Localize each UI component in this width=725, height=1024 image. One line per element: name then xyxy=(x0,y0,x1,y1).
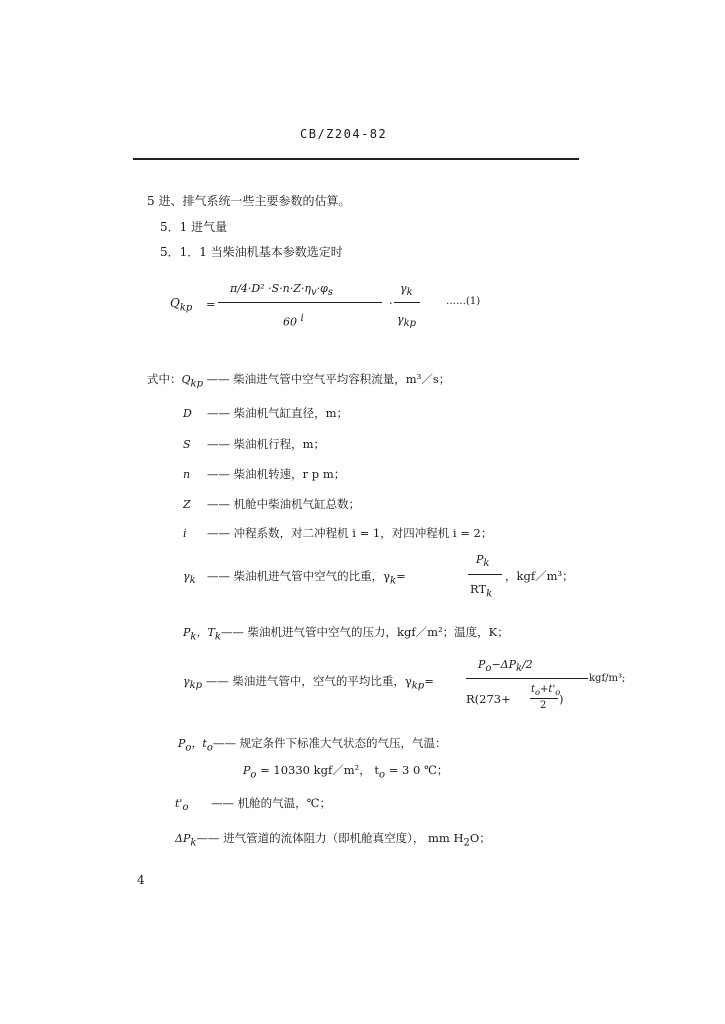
page-number: 4 xyxy=(137,873,145,887)
gamma-k-fraction-den: $RT_k$ xyxy=(470,582,493,600)
gamma-k-unit: ，kgf／m³； xyxy=(505,569,574,583)
formula-gamma-num: $\gamma_k$ xyxy=(400,282,413,299)
definition-t0-prime: $t'_o$ —— 机舱的气温，℃； xyxy=(175,796,332,814)
formula-gamma-fraction-line xyxy=(394,302,420,303)
header-rule xyxy=(133,158,579,160)
definition-qkp: 式中：$Q_{kp}$ —— 柴油进气管中空气平均容积流量，m³／s； xyxy=(147,372,451,390)
definition-delta-pk: $\Delta P_k——$ 进气管道的流体阻力（即机舱真空度）， mm $H_2O$； xyxy=(175,831,491,849)
definition-p0-t0: $P_o$，$t_o——$ 规定条件下标准大气状态的气压，气温： xyxy=(178,736,447,754)
section-5-1-1-heading: 5．1．1 当柴油机基本参数选定时 xyxy=(160,245,343,259)
definition-gamma-kp: $\gamma_{kp}$ —— 柴油进气管中，空气的平均比重，$\gamma_{kp}=$ xyxy=(183,674,434,692)
formula-gamma-den: $\gamma_{kp}$ xyxy=(397,313,417,330)
gamma-kp-fraction-line xyxy=(466,678,588,679)
section-5-1-heading: 5．1 进气量 xyxy=(160,220,228,234)
definition-d: D —— 柴油机气缸直径，m； xyxy=(183,406,349,420)
gamma-kp-unit: kgf/m³; xyxy=(589,673,626,684)
definition-n: n —— 柴油机转速，r p m； xyxy=(183,467,346,481)
gamma-kp-fraction-den: R(273+ xyxy=(466,692,511,706)
formula-main-fraction-line xyxy=(218,302,382,303)
definition-pk-tk: $P_k$，$T_k——$ 柴油机进气管中空气的压力，kgf／m²；温度，K； xyxy=(183,625,509,643)
formula-eq: = xyxy=(206,297,216,311)
definition-s: S —— 柴油机行程，m； xyxy=(183,437,326,451)
formula-lhs: $Q_{kp}$ xyxy=(170,296,193,314)
gamma-kp-inner-num: $t_o+t'_o$ xyxy=(531,684,561,697)
formula-number: ……(1) xyxy=(446,296,481,307)
gamma-kp-den-close: ) xyxy=(559,692,564,706)
definition-z: Z —— 机舱中柴油机气缸总数； xyxy=(183,497,361,511)
gamma-k-fraction-num: $P_k$ xyxy=(476,553,490,570)
gamma-k-fraction-line xyxy=(468,574,502,575)
definition-i: i —— 冲程系数，对二冲程机 i = 1，对四冲程机 i = 2； xyxy=(183,526,493,540)
section-5-heading: 5 进、排气系统一些主要参数的估算。 xyxy=(147,194,351,208)
definition-gamma-k: $\gamma_k$ —— 柴油机进气管中空气的比重，$\gamma_k=$ xyxy=(183,569,406,587)
gamma-kp-inner-line xyxy=(530,698,558,699)
gamma-kp-inner-den: 2 xyxy=(540,700,547,711)
formula-numerator: $\pi/4\cdot D^2 \cdot S\cdot n\cdot Z\cdot\eta_v\cdot\varphi_s$ xyxy=(230,282,333,299)
formula-denominator: 60 $^i$ xyxy=(283,313,304,329)
gamma-kp-fraction-num: $P_o-\Delta P_k/2$ xyxy=(478,658,533,675)
formula-dot: · xyxy=(389,296,393,310)
standard-atmosphere-values: $P_o = 10330$ kgf／m²， $t_o = 3$ 0 ℃； xyxy=(243,763,449,781)
standard-code: CB/Z204-82 xyxy=(300,127,388,141)
